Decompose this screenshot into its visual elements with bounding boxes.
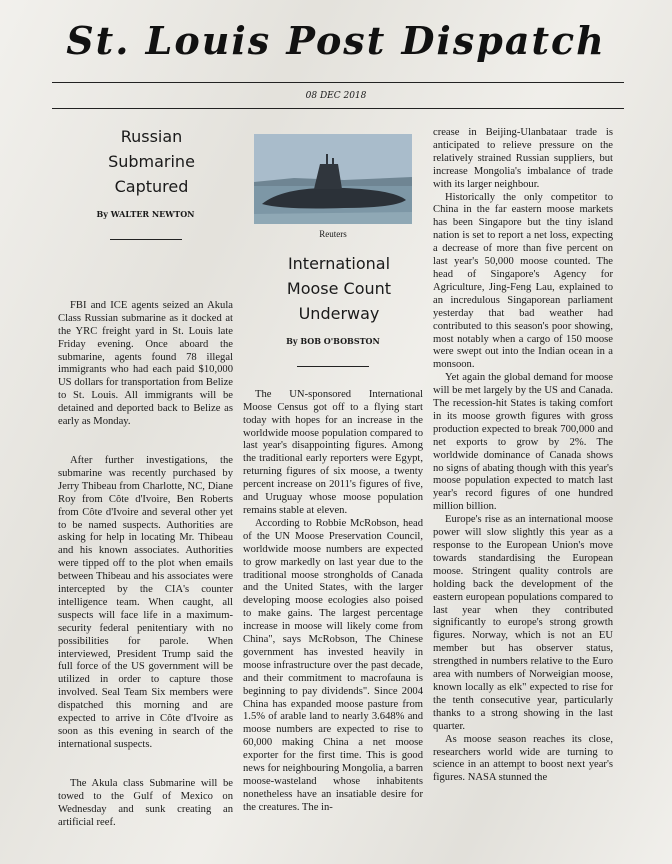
dateline: 08 DEC 2018 (305, 91, 367, 101)
article-paragraph: crease in Beijing-Ulanbataar trade is anticipated to relieve pressure on the relatively strained Russian suppliers, but increase Mongolia's imbalance of trade with its larger neighbour. (433, 127, 613, 190)
column-middle (243, 126, 423, 815)
byline: By WALTER NEWTON (96, 209, 195, 219)
headline-moose (243, 251, 423, 326)
byline-rule (110, 239, 182, 240)
headline-line: Russian (120, 127, 183, 146)
masthead-rule-bottom (52, 108, 624, 109)
headline-line: Submarine (108, 152, 195, 171)
headline-line: Underway (298, 303, 380, 323)
headline-line: International (287, 253, 391, 273)
submarine-photo (254, 134, 412, 224)
article-paragraph: Historically the only competitor to China in the far eastern moose markets has been Singapore but the tiny island nation is set to report a net loss, expecting a decrease of more than five percent on last year's 50,000 moose counted. The head of Singapore's Agency for Agriculture, Jing-Feng Lau, explained to an incredulous Singaporean parliament yesterday that bad weather had contributed to this season's poor showing, most notably when a cargo of 150 moose were swept out into the Indian ocean in a monsoon. (433, 191, 613, 371)
column-right (433, 127, 613, 785)
masthead-title: St. Louis Post Dispatch (66, 18, 606, 63)
byline-rule (297, 366, 369, 367)
article-paragraph: Europe's rise as an international moose power will slow slightly this year as a response to the European Union's move towards standardising the European moose. Stringent quality controls are holding back the development of the eastern european populations compared to last year when they contributed significantly to europe's strong growth figures. Norway, which is not an EU member but has observer status, strengthed in numbers relative to the Euro area with numbers of Norweigian moose, known locally as elk" expected to rise for the tenth consecutive year, particularly thanks to a strong showing in the last quarter. (433, 514, 613, 732)
article-paragraph: As moose season reaches its close, researchers world wide are turning to science in an attempt to boost next year's figures. NASA stunned the (433, 733, 613, 784)
article-paragraph: According to Robbie McRobson, head of the UN Moose Preservation Council, worldwide moose numbers are expected to grow markedly on last year due to the traditional moose strongholds of Canada and the United States, with the larger developing moose ecologies also poised to make gains. The largest percentage increase in moose will likely come from China", says McRobson, The Chinese government has invested heavily in moose infrastructure over the past decade, and their commitment to macrofauna is beginning to pay dividends". Since 2004 China has expanded moose pasture from 1.5% of arable land to nearly 3.648% and moose numbers are expected to rise to 60,000 making China a net moose exporter for the first time. This is good news for neighbouring Mongolia, a barren moose-wasteland whose inhabitents nonetheless have an insatiable desire for the creatures. The in- (243, 517, 423, 813)
submarine-image (254, 134, 412, 224)
headline-line: Captured (114, 177, 189, 196)
masthead-rule-top (52, 82, 624, 83)
article-paragraph: The UN-sponsored International Moose Census got off to a flying start today with hopes for an increase in the worldwide moose population compared to last year's disappointing figures. Among the traditional early reporters were Egypt, returning figures of six moose, a twenty percent increase on 2011's figures of five, and Uruguay whose moose population remains stable at eleven. (243, 388, 423, 516)
article-paragraph: Yet again the global demand for moose will be met largely by the US and Canada. The recession-hit States is taking comfort in its moose growth figures with gross production expected to break 700,000 and net exports to grow by 2%. The worldwide dominance of Canada shows no signs of abating though with this year's moose population expected to match last year's record figures of one hundred million billion. (433, 372, 613, 513)
column-left (58, 118, 233, 829)
headline-line: Moose Count (286, 278, 392, 298)
byline: By BOB O'BOBSTON (286, 335, 380, 346)
photo-caption: Reuters (319, 229, 347, 239)
article-paragraph: After further investigations, the submarine was recently purchased by Jerry Thibeau from Charlotte, NC, Diane Roy from Côte d'Ivoire, Ben Roberts from Côte d'Ivoire and several other yet to be named suspects. Authorities are asking for help in locating Mr. Thibeau and his known associates. Authorities were tipped off to the plot when emails between Thibeau and his associates were intercepted by the CIA's counter intelligence team. When caught, all suspects will face life in a maximum-security federal penitentiary with no possibilities for parole. When interviewed, President Trump said the full force of the US government will be utilized in order to capture those involved. Seal Team Six members were dispatched this morning and are expected to arrive in Côte d'Ivoire as soon as this evening in search of the international suspects. (58, 454, 233, 750)
article-paragraph: FBI and ICE agents seized an Akula Class Russian submarine as it docked at the YRC freight yard in St. Louis late Friday evening. Once aboard the submarine, agents found 78 illegal immigrants who had each paid $10,000 US dollars for transportation from Belize to St. Louis. All immigrants will be detained and deported back to Belize as early as Monday. (58, 299, 233, 428)
headline-submarine (58, 124, 233, 199)
article-paragraph: The Akula class Submarine will be towed to the Gulf of Mexico on Wednesday and sunk creating an artificial reef. (58, 777, 233, 828)
